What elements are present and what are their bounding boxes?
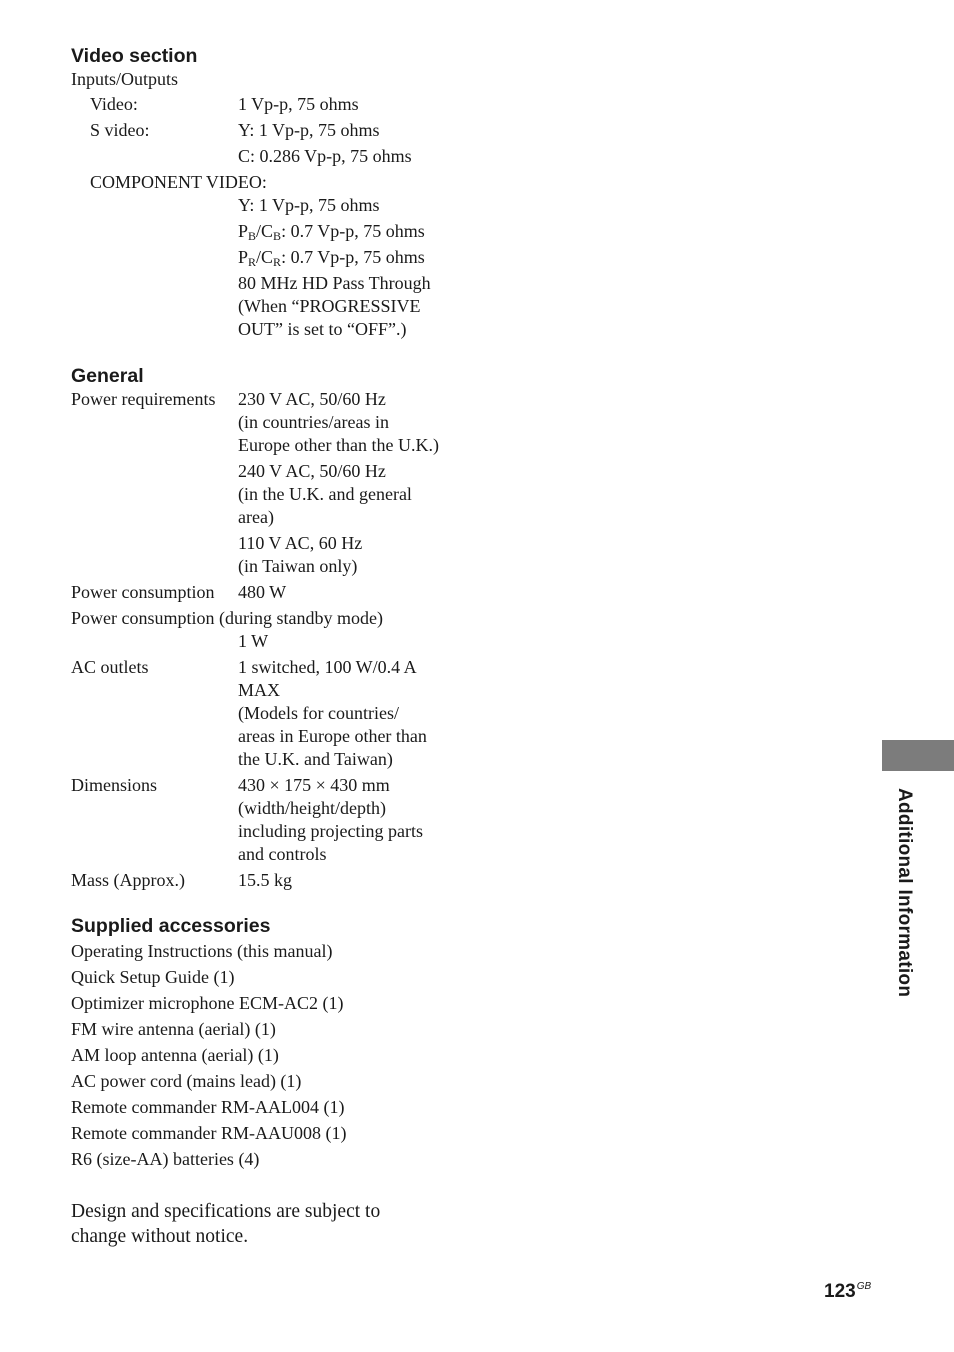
list-item: AC power cord (mains lead) (1) bbox=[71, 1071, 302, 1091]
text-line: 230 V AC, 50/60 Hz bbox=[238, 389, 386, 409]
text-line: the U.K. and Taiwan) bbox=[238, 749, 393, 769]
spec-label-empty bbox=[71, 194, 238, 341]
section-spacer bbox=[71, 895, 491, 914]
text-fragment: /C bbox=[256, 221, 274, 241]
section-spacer bbox=[71, 344, 491, 364]
subscript: R bbox=[273, 255, 282, 269]
text-fragment: : 0.7 Vp-p, 75 ohms bbox=[281, 247, 425, 267]
section-side-label: Additional Information bbox=[894, 788, 915, 998]
text-line: including projecting parts bbox=[238, 821, 423, 841]
list-item: Optimizer microphone ECM-AC2 (1) bbox=[71, 993, 344, 1013]
standby-consumption-label: Power consumption (during standby mode) bbox=[71, 608, 383, 628]
spec-row-dimensions bbox=[71, 774, 491, 866]
spec-row-video bbox=[71, 93, 491, 116]
text-line: areas in Europe other than bbox=[238, 726, 427, 746]
standby-consumption-value: 1 W bbox=[238, 631, 269, 651]
spec-value bbox=[238, 388, 491, 457]
subscript: B bbox=[248, 229, 257, 243]
spec-row-power-consumption bbox=[71, 581, 491, 604]
spec-value-pr-cr bbox=[238, 246, 491, 269]
general-heading: General bbox=[71, 365, 144, 387]
text-fragment: P bbox=[238, 247, 249, 267]
video-section-heading: Video section bbox=[71, 45, 198, 67]
spec-label: AC outlets bbox=[71, 657, 149, 677]
spec-values bbox=[238, 194, 491, 341]
list-item: AM loop antenna (aerial) (1) bbox=[71, 1045, 279, 1065]
text-fragment: : 0.7 Vp-p, 75 ohms bbox=[281, 221, 425, 241]
spec-label: Dimensions bbox=[71, 775, 158, 795]
list-item: Remote commander RM-AAU008 (1) bbox=[71, 1123, 347, 1143]
text-line: Design and specifications are subject to bbox=[71, 1201, 381, 1222]
subscript: R bbox=[248, 255, 257, 269]
spec-row-ac-outlets bbox=[71, 656, 491, 771]
text-line: Europe other than the U.K.) bbox=[238, 435, 439, 455]
spec-row-mass bbox=[71, 869, 491, 892]
spec-values bbox=[238, 388, 491, 578]
spec-values bbox=[238, 656, 491, 771]
spec-label: Power requirements bbox=[71, 389, 216, 409]
text-line: (in Taiwan only) bbox=[238, 556, 358, 576]
text-line: area) bbox=[238, 507, 274, 527]
spec-label: S video: bbox=[90, 120, 150, 140]
spec-values bbox=[238, 119, 491, 168]
component-video-label: COMPONENT VIDEO: bbox=[90, 172, 267, 192]
spec-value: 15.5 kg bbox=[238, 870, 292, 890]
spec-value bbox=[238, 656, 491, 771]
spec-values bbox=[238, 581, 491, 604]
spec-value bbox=[238, 774, 491, 866]
page-number-suffix: GB bbox=[856, 1281, 872, 1292]
design-notice bbox=[71, 1199, 491, 1249]
text-fragment: /C bbox=[256, 247, 274, 267]
text-line: 80 MHz HD Pass Through bbox=[238, 273, 431, 293]
spec-values bbox=[238, 774, 491, 866]
text-line: 240 V AC, 50/60 Hz bbox=[238, 461, 386, 481]
page-number bbox=[824, 1281, 871, 1303]
spec-label: Power consumption bbox=[71, 582, 215, 602]
text-line: 110 V AC, 60 Hz bbox=[238, 533, 363, 553]
spec-row-power-requirements bbox=[71, 388, 491, 578]
spec-label: Video: bbox=[90, 94, 138, 114]
spec-value bbox=[238, 460, 491, 529]
spec-label: Mass (Approx.) bbox=[71, 870, 185, 890]
spec-value-hd-pass bbox=[238, 272, 491, 341]
subscript: B bbox=[273, 229, 282, 243]
section-tab-marker bbox=[882, 740, 954, 771]
spec-value: 480 W bbox=[238, 582, 287, 602]
text-line: and controls bbox=[238, 844, 327, 864]
text-line: 1 switched, 100 W/0.4 A bbox=[238, 657, 417, 677]
text-line: 430 × 175 × 430 mm bbox=[238, 775, 390, 795]
text-line: OUT” is set to “OFF”.) bbox=[238, 319, 407, 339]
page-number-value: 123 bbox=[824, 1281, 856, 1302]
spec-values bbox=[238, 869, 491, 892]
accessories-list bbox=[71, 938, 491, 1172]
text-line: (in the U.K. and general bbox=[238, 484, 412, 504]
spec-value: 1 Vp-p, 75 ohms bbox=[238, 94, 359, 114]
text-line: MAX bbox=[238, 680, 281, 700]
text-line: (in countries/areas in bbox=[238, 412, 389, 432]
text-line: (Models for countries/ bbox=[238, 703, 399, 723]
spec-row-component-video bbox=[71, 194, 491, 341]
list-item: Operating Instructions (this manual) bbox=[71, 941, 333, 961]
spec-value bbox=[238, 532, 491, 578]
text-fragment: P bbox=[238, 221, 249, 241]
list-item: FM wire antenna (aerial) (1) bbox=[71, 1019, 276, 1039]
inputs-outputs-subheading: Inputs/Outputs bbox=[71, 69, 179, 89]
spec-value: Y: 1 Vp-p, 75 ohms bbox=[238, 195, 380, 215]
spec-page-content bbox=[71, 44, 491, 1249]
list-item: Quick Setup Guide (1) bbox=[71, 967, 235, 987]
spec-value: Y: 1 Vp-p, 75 ohms bbox=[238, 120, 380, 140]
text-line: (When “PROGRESSIVE bbox=[238, 296, 421, 316]
spec-values bbox=[238, 93, 491, 116]
list-item: R6 (size-AA) batteries (4) bbox=[71, 1149, 260, 1169]
list-item: Remote commander RM-AAL004 (1) bbox=[71, 1097, 345, 1117]
spec-row-s-video bbox=[71, 119, 491, 168]
accessories-heading: Supplied accessories bbox=[71, 915, 271, 937]
spec-value: C: 0.286 Vp-p, 75 ohms bbox=[238, 146, 412, 166]
text-line: change without notice. bbox=[71, 1226, 249, 1247]
text-line: (width/height/depth) bbox=[238, 798, 386, 818]
spec-value-pb-cb bbox=[238, 220, 491, 243]
